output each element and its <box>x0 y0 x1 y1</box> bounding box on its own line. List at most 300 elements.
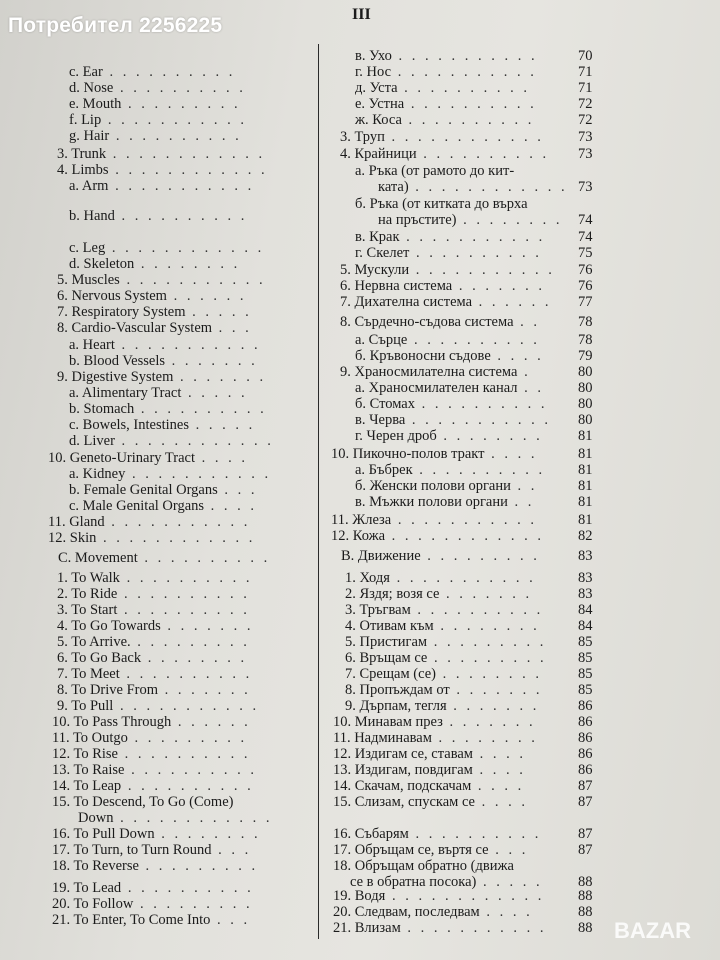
dot-leader: . . . . . . . . . <box>420 548 540 564</box>
entry-title: 9. Digestive System <box>57 369 174 385</box>
dot-leader: . . . . . . . . . . <box>416 146 550 162</box>
entry-title: 10. To Pass Through <box>52 714 172 730</box>
entry-title: c. Male Genital Organs <box>69 498 205 514</box>
dot-leader: . . . . . . . . . . <box>109 128 242 144</box>
dot-leader: . . . . . . . . . . <box>412 462 546 478</box>
contents-entry-bg <box>340 262 600 279</box>
contents-entry-en <box>69 178 254 195</box>
contents-entry-en <box>57 272 266 289</box>
contents-entry-bg <box>355 112 600 129</box>
dot-leader: . . . . . . . . . . <box>119 570 253 586</box>
entry-title: 10. Минавам през <box>333 714 443 730</box>
contents-entry-en <box>48 514 250 531</box>
contents-entry-bg <box>345 666 600 683</box>
entry-title: a. Kidney <box>69 466 126 482</box>
entry-title: 16. To Pull Down <box>52 826 155 842</box>
contents-entry-bg <box>333 794 600 811</box>
entry-title: 4. Крайници <box>340 146 417 162</box>
entry-page-number: 87 <box>578 826 593 842</box>
contents-entry-en <box>58 550 270 567</box>
dot-leader: . . . . . . <box>166 288 247 304</box>
entry-title: 4. Отивам към <box>345 618 434 634</box>
dot-leader: . . . . <box>475 794 528 810</box>
contents-entry-bg <box>355 196 600 213</box>
dot-leader: . . . . . . . . . . <box>409 245 542 261</box>
contents-entry-en <box>69 256 240 273</box>
dot-leader: . . . . . . . . . . <box>407 332 540 348</box>
entry-title: ката) <box>378 179 409 195</box>
entry-title: 2. To Ride <box>57 586 118 602</box>
contents-entry-en <box>57 666 252 683</box>
contents-entry-en <box>52 858 258 875</box>
contents-entry-bg <box>355 428 600 445</box>
entry-page-number: 71 <box>578 64 593 80</box>
contents-entry-en <box>57 586 250 603</box>
contents-entry-en <box>48 450 248 467</box>
entry-title: 5. Мускули <box>340 262 410 278</box>
contents-entry-en <box>52 762 257 779</box>
contents-entry-en <box>69 80 246 97</box>
user-watermark: Потребител 2256225 <box>8 14 223 37</box>
contents-entry-bg <box>345 570 600 587</box>
bazar-logo-graphic <box>608 908 708 952</box>
entry-title: г. Нос <box>355 64 392 80</box>
dot-leader: . . <box>507 494 535 510</box>
entry-title: б. Ръка (от китката до върха <box>355 196 528 212</box>
dot-leader: . . . . . . . <box>452 278 545 294</box>
contents-entry-bg <box>355 96 600 113</box>
entry-title: a. Arm <box>69 178 109 194</box>
dot-leader: . . . . . . . . . . . <box>391 64 537 80</box>
contents-entry-bg <box>341 548 600 565</box>
dot-leader: . . . . . . . . . . . . <box>113 810 273 826</box>
entry-title: 6. To Go Back <box>57 650 142 666</box>
contents-entry-en <box>52 778 254 795</box>
entry-page-number: 88 <box>578 874 593 890</box>
dot-leader: . . . . . . . <box>439 586 533 602</box>
dot-leader: . . . . . . . . . . . <box>391 48 538 64</box>
contents-entry-en <box>69 498 257 515</box>
entry-title: c. Ear <box>69 64 103 80</box>
contents-entry-en <box>57 288 246 305</box>
dot-leader: . . . . . . . . . . <box>415 396 548 412</box>
dot-leader: . . . <box>488 842 529 858</box>
contents-entry-bg <box>355 494 600 511</box>
dot-leader: . . . . <box>471 778 525 794</box>
dot-leader: . . . . . . . . . . <box>410 602 544 618</box>
entry-title: a. Alimentary Tract <box>69 385 182 401</box>
entry-title: 12. Skin <box>48 530 97 546</box>
column-divider <box>318 44 319 939</box>
dot-leader: . . . . . . . <box>442 714 536 730</box>
entry-page-number: 86 <box>578 746 593 762</box>
contents-entry-bg <box>345 682 600 699</box>
entry-title: 6. Нервна система <box>340 278 453 294</box>
entry-title: 10. Пикочно-полов тракт <box>331 446 485 462</box>
contents-entry-en <box>69 433 274 450</box>
contents-entry-en <box>57 369 266 386</box>
dot-leader: . . . . <box>204 498 258 514</box>
dot-leader: . . . . . . . . . . . . <box>108 162 268 178</box>
entry-title: 6. Връщам се <box>345 650 428 666</box>
dot-leader: . . . . . . . . . . . <box>400 920 547 936</box>
dot-leader: . . <box>513 314 541 330</box>
entry-title: 7. Respiratory System <box>57 304 186 320</box>
dot-leader: . . . . . . . . . <box>127 730 248 746</box>
entry-page-number: 85 <box>578 634 593 650</box>
contents-entry-bg <box>333 826 600 843</box>
dot-leader: . . . <box>210 912 251 928</box>
entry-page-number: 87 <box>578 794 593 810</box>
entry-title: 2. Яздя; возя се <box>345 586 440 602</box>
contents-entry-bg <box>333 762 600 779</box>
entry-title: г. Скелет <box>355 245 410 261</box>
contents-entry-bg <box>340 294 600 311</box>
dot-leader: . . . . . . . . . . <box>397 80 531 96</box>
contents-entry-en <box>57 146 265 163</box>
dot-leader: . . . <box>211 842 252 858</box>
entry-title: се в обратна посока) <box>350 874 477 890</box>
entry-title: б. Женски полови органи <box>355 478 511 494</box>
dot-leader: . . . . . . . <box>160 618 254 634</box>
entry-title: b. Blood Vessels <box>69 353 166 369</box>
dot-leader: . . . . . . <box>171 714 251 730</box>
dot-leader: . . . . . <box>189 417 256 433</box>
entry-page-number: 79 <box>578 348 593 364</box>
entry-page-number: 78 <box>578 332 593 348</box>
dot-leader: . . . . . . . . . . . <box>113 698 260 714</box>
entry-title: д. Уста <box>355 80 398 96</box>
contents-entry-en <box>57 602 250 619</box>
entry-page-number: 74 <box>578 212 593 228</box>
contents-entry-en <box>69 417 255 434</box>
contents-entry-bg <box>333 842 600 859</box>
entry-title: 5. Пристигам <box>345 634 428 650</box>
entry-page-number: 88 <box>578 888 593 904</box>
dot-leader: . . . . . . . . . . <box>124 762 257 778</box>
dot-leader: . . . . . . . . . . <box>114 208 248 224</box>
entry-title: 1. Ходя <box>345 570 390 586</box>
contents-entry-bg <box>333 778 600 795</box>
entry-title: 8. Пропъждам от <box>345 682 450 698</box>
contents-entry-en <box>69 112 247 129</box>
contents-entry-en <box>57 570 252 587</box>
entry-title: 20. Следвам, последвам <box>333 904 480 920</box>
contents-entry-bg <box>355 332 600 349</box>
dot-leader: . . <box>510 478 538 494</box>
contents-entry-en <box>52 842 251 859</box>
dot-leader: . . . . <box>472 762 526 778</box>
entry-title: 21. To Enter, To Come Into <box>52 912 211 928</box>
entry-title: в. Мъжки полови органи <box>355 494 508 510</box>
dot-leader: . . . . . . . . . <box>138 858 259 874</box>
entry-title: 7. Срещам (се) <box>345 666 436 682</box>
contents-entry-en <box>57 682 251 699</box>
entry-title: g. Hair <box>69 128 110 144</box>
entry-title: в. Черва <box>355 412 406 428</box>
contents-entry-bg <box>355 396 600 413</box>
entry-page-number: 75 <box>578 245 593 261</box>
contents-entry-en <box>52 880 254 897</box>
entry-title: 3. Тръгвам <box>345 602 411 618</box>
entry-title: 18. Обръщам обратно (движа <box>333 858 514 874</box>
entry-page-number: 87 <box>578 778 593 794</box>
entry-title: b. Stomach <box>69 401 135 417</box>
entry-title: 13. To Raise <box>52 762 125 778</box>
dot-leader: . . . . . . . . <box>435 666 542 682</box>
contents-entry-bg <box>345 698 600 715</box>
entry-page-number: 86 <box>578 730 593 746</box>
entry-page-number: 83 <box>578 548 593 564</box>
contents-entry-en <box>52 746 251 763</box>
dot-leader: . . . . . . . . . . . . <box>384 129 544 145</box>
dot-leader: . . . . . . . . . <box>427 634 547 650</box>
dot-leader: . . . . . . . . . . <box>118 746 251 762</box>
dot-leader: . . . . . . . . . . . <box>104 514 251 530</box>
dot-leader: . . . . . . . . . . . . <box>385 528 545 544</box>
entry-page-number: 81 <box>578 494 593 510</box>
dot-leader: . . . . . . . . <box>141 650 248 666</box>
contents-entry-en <box>69 466 271 483</box>
dot-leader: . . . . . . . . . . <box>134 401 267 417</box>
dot-leader: . . . . . <box>476 874 543 890</box>
entry-title: 8. Сърдечно-съдова система <box>340 314 514 330</box>
page-number: III <box>352 6 371 23</box>
contents-entry-en <box>69 385 248 402</box>
entry-page-number: 76 <box>578 278 593 294</box>
entry-page-number: 73 <box>578 179 593 195</box>
entry-page-number: 88 <box>578 904 593 920</box>
entry-page-number: 72 <box>578 112 593 128</box>
dot-leader: . . . . <box>490 348 544 364</box>
contents-entry-bg <box>331 446 600 463</box>
contents-entry-bg <box>333 730 600 747</box>
contents-entry-bg <box>345 602 600 619</box>
entry-title: 21. Влизам <box>333 920 401 936</box>
dot-leader: . . . . . . . . . . . . <box>408 179 568 195</box>
entry-title: 3. Trunk <box>57 146 107 162</box>
contents-entry-bg <box>355 80 600 97</box>
entry-page-number: 85 <box>578 682 593 698</box>
dot-leader: . . . . . . . . . . <box>121 880 254 896</box>
entry-title: 12. Издигам се, ставам <box>333 746 473 762</box>
entry-title: 10. Geneto-Urinary Tract <box>48 450 195 466</box>
contents-entry-bg <box>355 245 600 262</box>
entry-title: 8. Cardio-Vascular System <box>57 320 213 336</box>
entry-title: 9. Дърпам, тегля <box>345 698 447 714</box>
contents-entry-en <box>52 896 253 913</box>
entry-title: 1. To Walk <box>57 570 120 586</box>
dot-leader: . . . . . . . . . . . . <box>114 433 274 449</box>
contents-entry-en <box>57 320 252 337</box>
entry-title: 6. Nervous System <box>57 288 167 304</box>
dot-leader: . . . . . . . . . . <box>404 96 537 112</box>
entry-page-number: 71 <box>578 80 593 96</box>
entry-title: 9. Храносмилателна система <box>340 364 518 380</box>
entry-title: 16. Събарям <box>333 826 409 842</box>
contents-entry-bg <box>355 348 600 365</box>
contents-entry-en <box>69 353 258 370</box>
contents-entry-en <box>69 128 242 145</box>
contents-entry-bg <box>378 179 600 196</box>
entry-page-number: 86 <box>578 698 593 714</box>
contents-entry-en <box>52 794 233 811</box>
entry-title: 11. Надминавам <box>333 730 432 746</box>
dot-leader: . . . . . . . . . . . <box>108 178 255 194</box>
entry-page-number: 85 <box>578 666 593 682</box>
dot-leader: . . . . . . . <box>173 369 267 385</box>
contents-entry-bg <box>340 129 600 146</box>
contents-entry-bg <box>340 278 600 295</box>
entry-page-number: 78 <box>578 314 593 330</box>
contents-entry-bg <box>345 618 600 635</box>
entry-page-number: 80 <box>578 412 593 428</box>
entry-title: 5. Muscles <box>57 272 120 288</box>
dot-leader: . . . . . . . <box>158 682 251 698</box>
contents-entry-bg <box>355 64 600 81</box>
contents-entry-bg <box>355 478 600 495</box>
entry-page-number: 80 <box>578 380 593 396</box>
dot-leader: . . . . . <box>185 304 252 320</box>
contents-entry-en <box>57 698 259 715</box>
entry-page-number: 83 <box>578 586 593 602</box>
dot-leader: . . . . . . . . . . . . <box>96 530 256 546</box>
contents-entry-en <box>52 730 247 747</box>
entry-title: а. Бъбрек <box>355 462 413 478</box>
contents-entry-bg <box>340 364 600 381</box>
entry-title: Down <box>78 810 114 826</box>
contents-entry-en <box>57 634 250 651</box>
contents-entry-bg <box>331 512 600 529</box>
dot-leader: . . . . . . . . <box>154 826 261 842</box>
dot-leader: . . . . <box>194 450 248 466</box>
entry-title: 4. To Go Towards <box>57 618 161 634</box>
contents-entry-bg <box>331 528 600 545</box>
contents-entry-en <box>69 337 261 354</box>
contents-entry-bg <box>355 462 600 479</box>
entry-title: 17. Обръщам се, въртя се <box>333 842 489 858</box>
dot-leader: . . . . . . . . . <box>130 634 250 650</box>
contents-entry-en <box>69 482 257 499</box>
dot-leader: . . . . . . . . . . . . <box>385 888 545 904</box>
contents-entry-bg <box>340 146 600 163</box>
contents-entry-bg <box>355 229 600 246</box>
contents-entry-bg <box>333 746 600 763</box>
entry-title: а. Храносмилателен канал <box>355 380 518 396</box>
dot-leader: . . . . . . . . . . <box>408 826 542 842</box>
entry-page-number: 87 <box>578 842 593 858</box>
dot-leader: . . . . . . . . . . . . <box>105 240 265 256</box>
entry-page-number: 74 <box>578 229 593 245</box>
dot-leader: . . . . . . . . . . . . <box>106 146 266 162</box>
contents-entry-en <box>78 810 272 827</box>
contents-entry-en <box>69 401 267 418</box>
entry-title: в. Ухо <box>355 48 392 64</box>
contents-entry-en <box>52 714 251 731</box>
dot-leader: . . . . . . . . . . . <box>125 466 272 482</box>
dot-leader: . . . <box>212 320 252 336</box>
entry-title: c. Bowels, Intestines <box>69 417 190 433</box>
contents-entry-en <box>48 530 255 547</box>
dot-leader: . . . . . . . <box>449 682 543 698</box>
entry-title: f. Lip <box>69 112 102 128</box>
entry-title: б. Стомах <box>355 396 415 412</box>
contents-entry-en <box>69 240 264 257</box>
dot-leader: . . . . . . . . . . . <box>101 112 247 128</box>
contents-entry-bg <box>333 920 600 937</box>
dot-leader: . . . . . . . . . . <box>117 586 250 602</box>
entry-title: C. Movement <box>58 550 138 566</box>
dot-leader: . . . . . . . . <box>431 730 538 746</box>
dot-leader: . . . . . . . . . . . <box>119 272 266 288</box>
dot-leader: . . . . . . . . . . . <box>409 262 555 278</box>
entry-page-number: 88 <box>578 920 593 936</box>
entry-title: 4. Limbs <box>57 162 109 178</box>
contents-entry-en <box>57 162 268 179</box>
entry-title: 14. To Leap <box>52 778 122 794</box>
dot-leader: . . . . . . . . . <box>121 96 241 112</box>
entry-title: a. Heart <box>69 337 115 353</box>
entry-title: 18. To Reverse <box>52 858 139 874</box>
dot-leader: . . . . . . . . . <box>427 650 547 666</box>
entry-title: на пръстите) <box>378 212 457 228</box>
dot-leader: . . . . . . . . . . <box>117 602 250 618</box>
contents-entry-bg <box>355 412 600 429</box>
dot-leader: . . . . . . . . . <box>133 896 253 912</box>
contents-entry-en <box>69 96 241 113</box>
entry-title: 11. To Outgo <box>52 730 128 746</box>
dot-leader: . . . . . . . . . . <box>121 778 254 794</box>
entry-page-number: 86 <box>578 714 593 730</box>
entry-title: c. Leg <box>69 240 106 256</box>
dot-leader: . . . . . . . . <box>433 618 540 634</box>
entry-page-number: 81 <box>578 512 593 528</box>
dot-leader: . . . . . . . . . . <box>102 64 236 80</box>
entry-title: 12. Кожа <box>331 528 386 544</box>
contents-entry-en <box>52 826 261 843</box>
contents-entry-en <box>57 618 254 635</box>
entry-page-number: 77 <box>578 294 593 310</box>
dot-leader: . . . . . . . . . . <box>113 80 246 96</box>
dot-leader: . . . . . . . . . . <box>401 112 535 128</box>
entry-title: 14. Скачам, подскачам <box>333 778 472 794</box>
dot-leader: . . . . <box>472 746 526 762</box>
entry-title: 19. Водя <box>333 888 386 904</box>
contents-entry-bg <box>345 650 600 667</box>
contents-entry-en <box>57 650 247 667</box>
contents-entry-bg <box>333 904 600 921</box>
contents-entry-bg <box>355 380 600 397</box>
entry-title: в. Крак <box>355 229 400 245</box>
entry-title: а. Ръка (от рамото до кит- <box>355 163 515 179</box>
dot-leader: . . . . . . . <box>165 353 258 369</box>
dot-leader: . . <box>517 380 545 396</box>
entry-page-number: 73 <box>578 146 593 162</box>
entry-title: б. Кръвоносни съдове <box>355 348 491 364</box>
dot-leader: . . . <box>217 482 258 498</box>
entry-page-number: 70 <box>578 48 593 64</box>
entry-page-number: 81 <box>578 428 593 444</box>
dot-leader: . . . . <box>484 446 538 462</box>
entry-title: e. Mouth <box>69 96 122 112</box>
entry-title: b. Hand <box>69 208 115 224</box>
contents-entry-en <box>69 64 235 81</box>
logo-text: BAZAR <box>614 918 691 943</box>
entry-page-number: 73 <box>578 129 593 145</box>
contents-entry-bg <box>340 314 600 331</box>
entry-title: 5. To Arrive. <box>57 634 131 650</box>
dot-leader: . . . . . . . . . . <box>137 550 271 566</box>
